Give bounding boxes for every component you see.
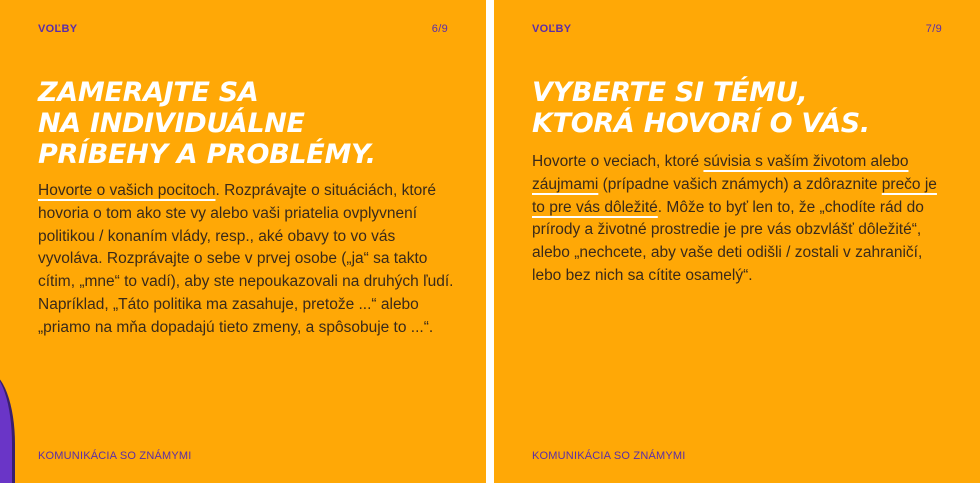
illustration-person-partial [0,372,15,483]
title-line: NA INDIVIDUÁLNE [38,108,305,139]
slide-card-7 [494,0,980,483]
body-text [38,180,458,340]
highlighted-phrase: súvisia s vaším životom alebo záujmami [532,153,909,193]
highlighted-phrase: prečo je to pre vás dôležité [532,175,937,216]
title-line: PRÍBEHY A PROBLÉMY. [38,139,376,170]
title-line: VYBERTE SI TÉMU, [532,77,808,108]
body-segment: (prípadne vašich známych) a zdôraznite [598,175,882,193]
title-line: ZAMERAJTE SA [38,77,259,108]
slide-title [532,77,870,139]
footer-label: KOMUNIKÁCIA SO ZNÁMYMI [532,450,686,462]
highlighted-phrase: Hovorte o vašich pocitoch [38,182,216,199]
slide-card-6 [0,0,486,483]
brand-label: VOĽBY [38,23,78,35]
body-segment: . Môže to byť len to, že „chodíte rád do prírody a životné prostredie je pre vás obzvlášť dôležité“, alebo „nechcete, aby vaše deti odišli / zostali v zahraničí, lebo bez nich sa cítite osamelý“. [532,198,924,284]
title-line: KTORÁ HOVORÍ O VÁS. [532,108,870,139]
footer-label: KOMUNIKÁCIA SO ZNÁMYMI [38,450,192,462]
brand-label: VOĽBY [532,23,572,35]
body-segment: . Rozprávajte o situáciách, ktoré hovoria o tom ako ste vy alebo vaši priatelia ovplyvnení politikou / konaním vlády, resp., aké obavy to vo vás vyvoláva. Rozprávajte o sebe v prvej osobe („ja“ sa takto cítim, „mne“ to vadí), aby ste nepoukazovali na druhých ľudí. Napríklad, „Táto politika ma zasahuje, pretože ...“ alebo „priamo na mňa dopadajú tieto zmeny, a spôsobuje to ...“. [38,182,454,336]
body-segment: Hovorte o veciach, ktoré [532,153,704,170]
page-indicator: 7/9 [925,23,942,35]
slide-title [38,77,376,170]
body-text [532,151,952,288]
page-indicator: 6/9 [431,23,448,35]
